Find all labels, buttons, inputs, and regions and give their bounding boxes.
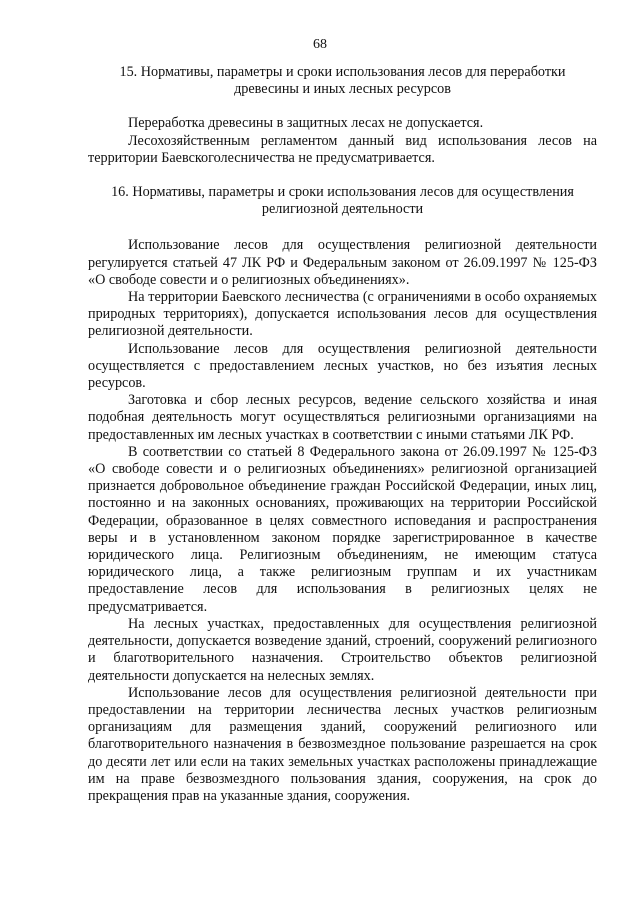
- paragraph: Использование лесов для осуществления религиозной деятельности осуществляется с предоставлением лесных участков, но без изъятия лесных ресурсов.: [88, 340, 597, 392]
- section-15: [88, 64, 597, 167]
- section-16-heading: 16. Нормативы, параметры и сроки использования лесов для осуществления религиозной деятельности: [111, 184, 574, 218]
- paragraph: Переработка древесины в защитных лесах не допускается.: [128, 115, 484, 132]
- document-body: [88, 64, 597, 805]
- paragraph: Использование лесов для осуществления религиозной деятельности регулируется статьей 47 ЛК РФ и Федеральным законом от 26.09.1997 № 125-ФЗ «О свободе совести и о религиозных объединениях».: [88, 237, 597, 288]
- page-number: 68: [313, 37, 327, 52]
- section-16: [88, 184, 597, 805]
- section-15-heading: 15. Нормативы, параметры и сроки использования лесов для переработки древесины и иных лесных ресурсов: [119, 64, 566, 98]
- paragraph: Использование лесов для осуществления религиозной деятельности при предоставлении на территории лесничества лесных участков религиозным организациям для размещения зданий, сооружений религиозного или благотворительного назначения в безвозмездное пользование разрешается на срок до десяти лет или если на таких земельных участках расположены принадлежащие им на праве безвозмездного пользования здания, сооружения, на срок до прекращения прав на указанные здания, сооружения.: [88, 684, 597, 804]
- paragraph: Заготовка и сбор лесных ресурсов, ведение сельского хозяйства и иная подобная деятельность могут осуществляться религиозными организациями на предоставленных им лесных участках в соответствии с иными статьями ЛК РФ.: [88, 392, 597, 443]
- paragraph: Лесохозяйственным регламентом данный вид использования лесов на территории Баевскоголесничества не предусматривается.: [88, 132, 597, 166]
- paragraph: На территории Баевского лесничества (с ограничениями в особо охраняемых природных территориях), допускается использования лесов для осуществления религиозной деятельности.: [88, 289, 597, 340]
- paragraph: На лесных участках, предоставленных для осуществления религиозной деятельности, допускается возведение зданий, строений, сооружений религиозного и благотворительного назначения. Строительство объектов религиозной деятельности допускается на нелесных землях.: [88, 615, 597, 684]
- paragraph: В соответствии со статьей 8 Федерального закона от 26.09.1997 № 125-ФЗ «О свободе совести и о религиозных объединениях» религиозной организацией признается добровольное объединение граждан Российской Федерации, иных лиц, постоянно и на законных основаниях, проживающих на территории Российской Федерации, образованное в целях совместного исповедания и распространения веры и в установленном законом порядке зарегистрированное в качестве юридического лица. Религиозным объединениям, не имеющим статуса юридического лица, а также религиозным группам и их участникам предоставление лесов для использования в религиозных целях не предусматривается.: [88, 443, 597, 615]
